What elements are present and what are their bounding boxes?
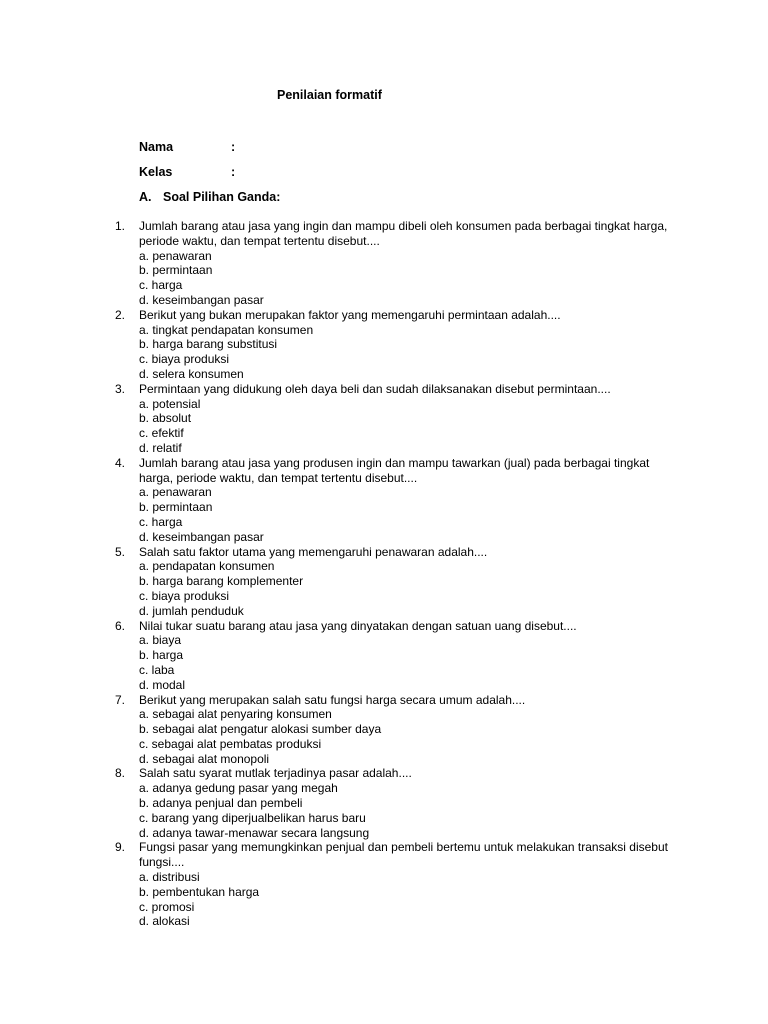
answer-option: c. harga <box>139 278 183 293</box>
question-text: Salah satu syarat mutlak terjadinya pasar adalah.... <box>139 766 412 781</box>
answer-option: d. alokasi <box>139 914 190 929</box>
kelas-colon: : <box>231 165 236 179</box>
question-item <box>115 766 675 840</box>
answer-option: c. biaya produksi <box>139 352 230 367</box>
question-text: Salah satu faktor utama yang memengaruhi penawaran adalah.... <box>139 544 488 559</box>
question-number: 9. <box>115 840 126 855</box>
answer-option: b. permintaan <box>139 263 213 278</box>
answer-option: a. penawaran <box>139 248 212 263</box>
answer-option: d. keseimbangan pasar <box>139 529 264 544</box>
answer-option: c. barang yang diperjualbelikan harus baru <box>139 810 366 825</box>
answer-option: c. harga <box>139 514 183 529</box>
answer-option: a. pendapatan konsumen <box>139 559 275 574</box>
page-title: Penilaian formatif <box>277 88 382 102</box>
question-item <box>115 456 675 545</box>
question-number: 2. <box>115 307 126 322</box>
nama-colon: : <box>231 140 236 154</box>
question-text: Berikut yang merupakan salah satu fungsi harga secara umum adalah.... <box>139 692 526 707</box>
question-item <box>115 308 675 382</box>
kelas-label: Kelas <box>139 165 173 179</box>
kelas-field <box>139 163 235 181</box>
question-text: Berikut yang bukan merupakan faktor yang memengaruhi permintaan adalah.... <box>139 307 561 322</box>
answer-option: b. absolut <box>139 411 192 426</box>
question-item <box>115 619 675 693</box>
answer-option: b. harga <box>139 648 184 663</box>
answer-option: c. biaya produksi <box>139 588 230 603</box>
question-text: Jumlah barang atau jasa yang produsen ingin dan mampu tawarkan (jual) pada berbagai tingkat harga, periode waktu, dan tempat tertentu disebut.... <box>139 455 650 485</box>
answer-option: d. keseimbangan pasar <box>139 292 264 307</box>
answer-option: b. sebagai alat pengatur alokasi sumber daya <box>139 722 382 737</box>
question-item <box>115 840 675 929</box>
question-item <box>115 545 675 619</box>
answer-option: a. penawaran <box>139 485 212 500</box>
question-number: 3. <box>115 381 126 396</box>
answer-option: c. laba <box>139 662 175 677</box>
section-heading <box>139 188 280 206</box>
answer-option: d. selera konsumen <box>139 366 244 381</box>
answer-option: d. modal <box>139 677 186 692</box>
answer-option: c. efektif <box>139 426 184 441</box>
question-text: Jumlah barang atau jasa yang ingin dan mampu dibeli oleh konsumen pada berbagai tingkat harga, periode waktu, dan tempat tertentu disebut.... <box>139 219 668 248</box>
answer-option: b. harga barang substitusi <box>139 337 278 352</box>
answer-option: a. distribusi <box>139 870 200 885</box>
answer-option: b. adanya penjual dan pembeli <box>139 796 303 811</box>
answer-option: d. adanya tawar-menawar secara langsung <box>139 825 370 840</box>
question-number: 5. <box>115 544 126 559</box>
answer-option: a. tingkat pendapatan konsumen <box>139 322 314 337</box>
answer-option: b. harga barang komplementer <box>139 574 304 589</box>
question-list <box>115 219 675 929</box>
section-title: Soal Pilihan Ganda: <box>163 190 281 204</box>
question-item <box>115 219 675 308</box>
answer-option: d. sebagai alat monopoli <box>139 751 270 766</box>
answer-option: b. pembentukan harga <box>139 884 260 899</box>
answer-option: b. permintaan <box>139 500 213 515</box>
question-number: 6. <box>115 618 126 633</box>
question-number: 7. <box>115 692 126 707</box>
answer-option: a. adanya gedung pasar yang megah <box>139 781 338 796</box>
nama-label: Nama <box>139 140 174 154</box>
nama-field <box>139 138 235 156</box>
answer-option: a. sebagai alat penyaring konsumen <box>139 707 332 722</box>
answer-option: c. sebagai alat pembatas produksi <box>139 736 322 751</box>
question-number: 4. <box>115 455 126 470</box>
answer-option: c. promosi <box>139 899 195 914</box>
answer-option: a. potensial <box>139 396 201 411</box>
answer-option: d. jumlah penduduk <box>139 603 244 618</box>
answer-option: d. relatif <box>139 440 182 455</box>
question-text: Permintaan yang didukung oleh daya beli dan sudah dilaksanakan disebut permintaan.... <box>139 381 611 396</box>
section-letter: A. <box>139 190 152 204</box>
answer-option: a. biaya <box>139 633 182 648</box>
question-text: Fungsi pasar yang memungkinkan penjual dan pembeli bertemu untuk melakukan transaksi disebut fungsi.... <box>139 840 668 870</box>
question-item <box>115 382 675 456</box>
question-number: 1. <box>115 219 126 233</box>
question-text: Nilai tukar suatu barang atau jasa yang dinyatakan dengan satuan uang disebut.... <box>139 618 577 633</box>
question-item <box>115 693 675 767</box>
question-number: 8. <box>115 766 126 781</box>
